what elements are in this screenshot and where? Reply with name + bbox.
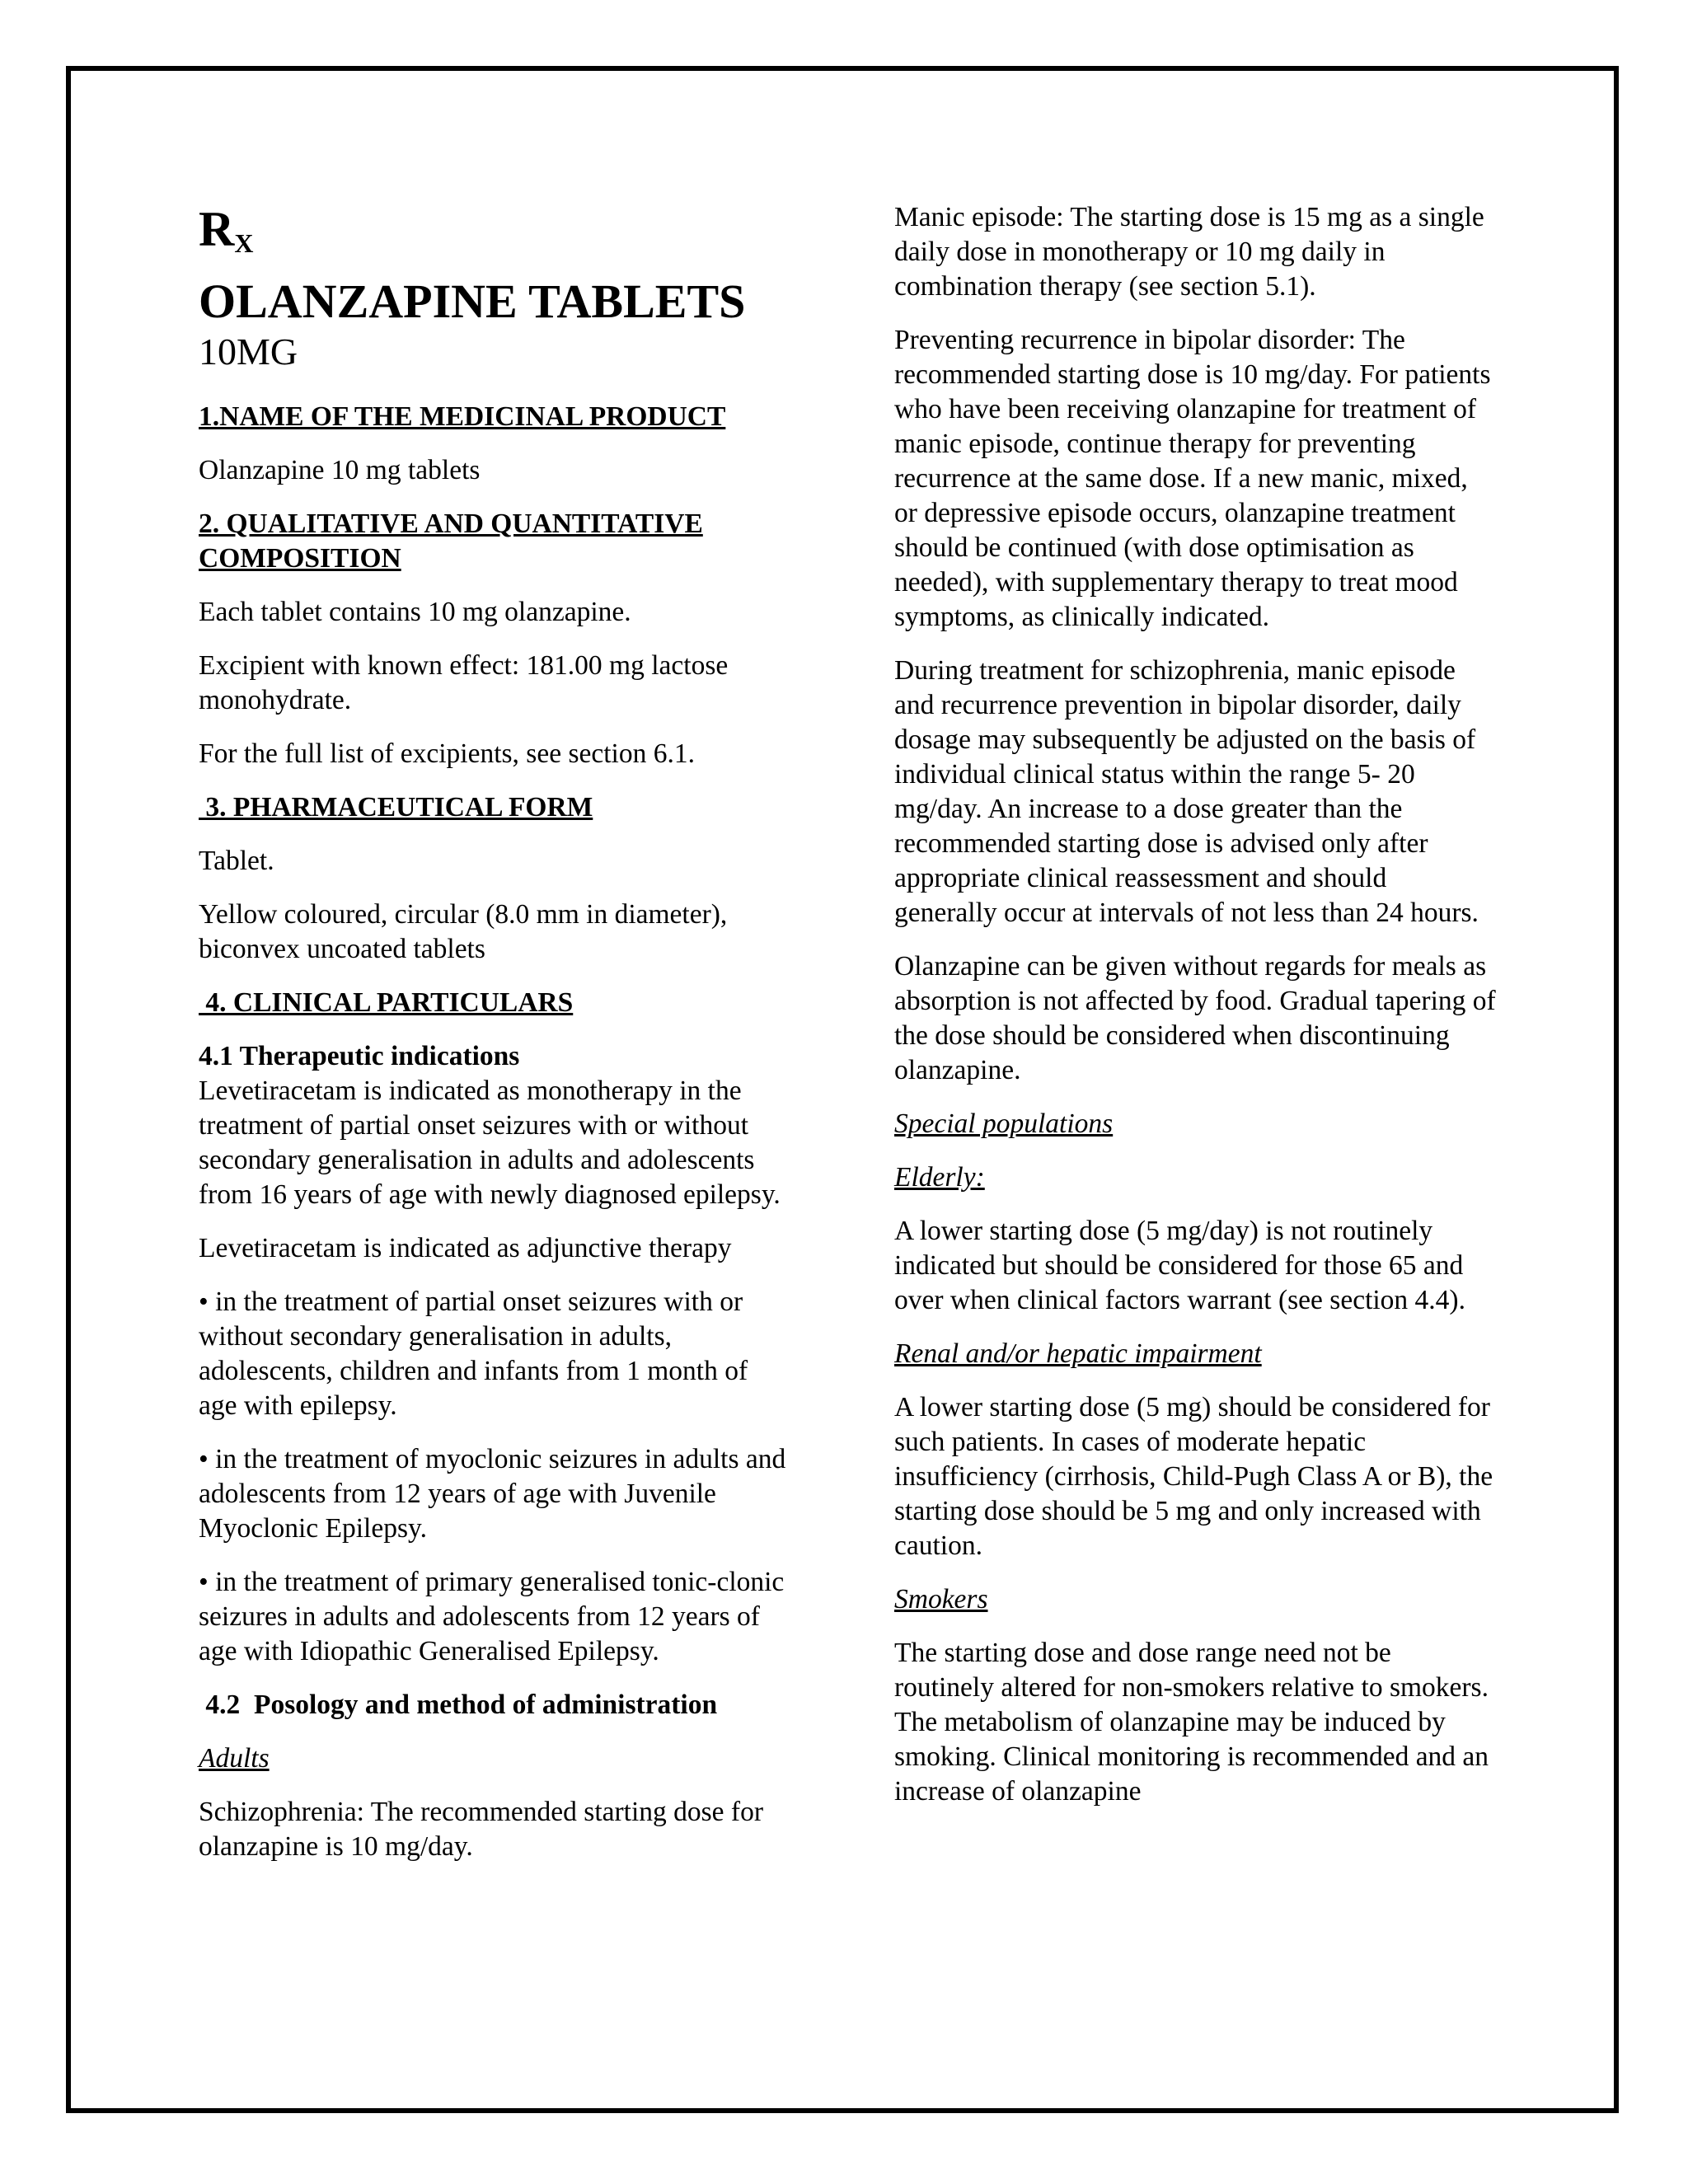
section-4-heading: 4. CLINICAL PARTICULARS [199,987,574,1018]
section-3-paragraph: Tablet. [199,846,274,876]
right-column [894,200,1496,1828]
paragraph: Manic episode: The starting dose is 15 mg as a single daily dose in monotherapy or 10 mg daily in combination therapy (see section 5.1). [894,202,1484,302]
elderly-heading: Elderly: [894,1162,985,1193]
adults-paragraph: Schizophrenia: The recommended starting dose for olanzapine is 10 mg/day. [199,1797,763,1862]
smokers-heading: Smokers [894,1584,988,1615]
section-2-heading: 2. QUALITATIVE AND QUANTITATIVE COMPOSITION [199,509,703,574]
bullet-item: • in the treatment of partial onset seizures with or without secondary generalisation in adults, adolescents, children and infants from 1 month of age with epilepsy. [199,1286,748,1421]
section-1-heading: 1.NAME OF THE MEDICINAL PRODUCT [199,401,726,432]
paragraph: During treatment for schizophrenia, manic episode and recurrence prevention in bipolar disorder, daily dosage may subsequently be adjusted on the basis of individual clinical status within the range 5- 20 mg/day. An increase to a dose greater than the recommended starting dose is advised only after appropriate clinical reassessment and should generally occur at intervals of not less than 24 hours. [894,655,1479,928]
left-column [199,200,792,1883]
product-strength: 10MG [199,330,298,373]
product-title: OLANZAPINE TABLETS [199,274,746,328]
elderly-paragraph: A lower starting dose (5 mg/day) is not routinely indicated but should be considered for those 65 and over when clinical factors warrant (see section 4.4). [894,1216,1465,1315]
section-2-paragraph: For the full list of excipients, see section 6.1. [199,738,695,769]
section-3-paragraph: Yellow coloured, circular (8.0 mm in diameter), biconvex uncoated tablets [199,899,728,964]
section-4-1-paragraph: Levetiracetam is indicated as adjunctive therapy [199,1233,732,1263]
renal-hepatic-heading: Renal and/or hepatic impairment [894,1338,1262,1369]
section-1-text: Olanzapine 10 mg tablets [199,455,481,485]
renal-hepatic-paragraph: A lower starting dose (5 mg) should be considered for such patients. In cases of moderate hepatic insufficiency (cirrhosis, Child-Pugh Class A or B), the starting dose should be 5 mg and only increased with caution. [894,1392,1493,1561]
special-populations-heading: Special populations [894,1108,1114,1139]
section-4-1-paragraph: Levetiracetam is indicated as monotherapy in the treatment of partial onset seizures with or without secondary generalisation in adults and adolescents from 16 years of age with newly diagnosed epilepsy. [199,1076,781,1210]
bullet-item: • in the treatment of myoclonic seizures in adults and adolescents from 12 years of age with Juvenile Myoclonic Epilepsy. [199,1444,786,1544]
section-3-heading: 3. PHARMACEUTICAL FORM [199,792,593,823]
paragraph: Olanzapine can be given without regards for meals as absorption is not affected by food. Gradual tapering of the dose should be considered when discontinuing olanzapine. [894,951,1496,1085]
paragraph: Preventing recurrence in bipolar disorder: The recommended starting dose is 10 mg/day. For patients who have been receiving olanzapine for treatment of manic episode, continue therapy for preventing recurrence at the same dose. If a new manic, mixed, or depressive episode occurs, olanzapine treatment should be continued (with dose optimisation as needed), with supplementary therapy to treat mood symptoms, as clinically indicated. [894,325,1491,632]
adults-heading: Adults [199,1743,270,1774]
bullet-item: • in the treatment of primary generalised tonic-clonic seizures in adults and adolescents from 12 years of age with Idiopathic Generalised Epilepsy. [199,1567,785,1666]
smokers-paragraph: The starting dose and dose range need not be routinely altered for non-smokers relative to smokers. The metabolism of olanzapine may be induced by smoking. Clinical monitoring is recommended and an increase of olanzapine [894,1638,1489,1807]
section-2-paragraph: Each tablet contains 10 mg olanzapine. [199,597,631,627]
rx-symbol: $R_X$ [199,202,254,258]
section-4-2-heading: 4.2 Posology and method of administration [199,1690,718,1720]
section-2-paragraph: Excipient with known effect: 181.00 mg lactose monohydrate. [199,650,729,715]
section-4-1-heading: 4.1 Therapeutic indications [199,1041,520,1071]
